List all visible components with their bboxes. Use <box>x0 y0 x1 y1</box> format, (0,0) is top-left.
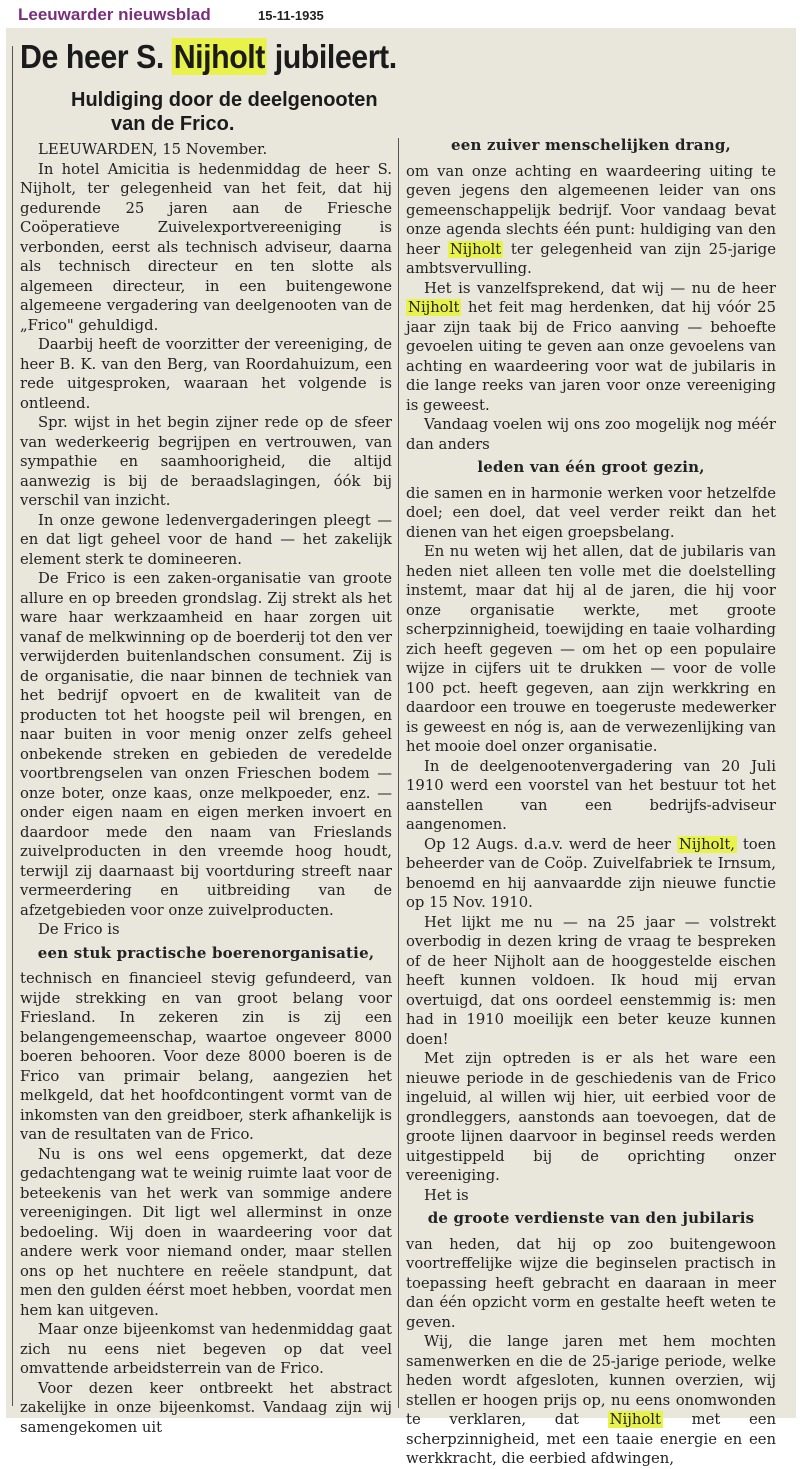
paragraph: De Frico is een zaken-organisatie van groote allure en op breeden grondslag. Zij strekt als het ware haar werkzaamheid en haar zorgen uit vanaf de melkwinning op de boerderij tot den ver verwijderden buitenlandschen consument. Zij is de organisatie, die naar binnen de techniek van het bedrijf opvoert en de kwaliteit van de producten tot het hoogste peil wil brengen, en naar buiten in voor menig onzer zelfs geheel onbekende streken en gebieden de veredelde voortbrengselen van onzen Frieschen bodem — onze boter, onze kaas, onze melkpoeder, enz. — onder eigen naam en eigen merken invoert en daardoor mede den naam van Frieslands zuivelproducten in den vreemde hoog houdt, terwijl zij daarnaast bij voortduring streeft naar vermeerdering en uitbreiding van de afzetgebieden voor onze zuivelproducten. <box>20 570 392 919</box>
paragraph: Voor dezen keer ontbreekt het abstract zakelijke in onze bijeenkomst. Vandaag zijn wij samengekomen uit <box>20 1379 392 1436</box>
paragraph: En nu weten wij het allen, dat de jubilaris van heden niet alleen ten volle met die doelstelling instemt, maar dat hij al de jaren, die hij voor onze organisatie werkte, met groote scherpzinnigheid, toewijding en taaie volharding zich heeft gegeven — om het op een populaire wijze in cijfers uit te drukken — voor de volle 100 pct. heeft gegeven, aan zijn werkkring en daardoor een trouwe en toegeruste medewerker is geweest en nóg is, aan de verwezenlijking van het mooie doel onzer organisatie. <box>406 543 776 755</box>
paragraph: Nu is ons wel eens opgemerkt, dat deze gedachtengang wat te weinig ruimte laat voor de beteekenis van het werk van sommige andere vereenigingen. Dit ligt wel allerminst in onze bedoeling. Wij doen in waardeering voor dat andere werk voor niemand onder, maar stellen ons op het nuchtere en reëele standpunt, dat men den gulden éérst moet hebben, voordat men hem kan uitgeven. <box>20 1145 392 1319</box>
highlighted-name: Nijholt <box>449 240 502 258</box>
paragraph: die samen en in harmonie werken voor hetzelfde doel; een doel, dat veel verder reikt dan het dienen van het eigen groepsbelang. <box>406 484 776 541</box>
highlighted-name: Nijholt <box>173 38 265 75</box>
paragraph: Maar onze bijeenkomst van hedenmiddag gaat zich nu eens niet begeven op dat veel omvattende arbeidsterrein van de Frico. <box>20 1321 392 1377</box>
paragraph <box>406 162 776 279</box>
publication-date: 15-11-1935 <box>258 8 324 23</box>
paragraph: Het lijkt me nu — na 25 jaar — volstrekt overbodig in dezen kring de vraag te bespreken of de heer Nijholt aan de hooggestelde eischen heeft kunnen voldoen. Ik houd mij ervan overtuigd, dat ons oordeel eenstemmig is: men had in 1910 moeilijk een beter keuze kunnen doen! <box>406 913 776 1048</box>
dateline: LEEUWARDEN, 15 November. <box>38 141 268 158</box>
article-subheading <box>71 88 401 136</box>
clipping-header <box>0 0 800 28</box>
paragraph: Vandaag voelen wij ons zoo mogelijk nog méér dan anders <box>406 416 776 453</box>
column-divider <box>398 138 399 1408</box>
text-run: toen beheerder van de Coöp. Zuivelfabriek te Irnsum, benoemd en hij aanvaardde zijn nieuwe functie op 15 Nov. 1910. <box>406 835 776 911</box>
subheading-line-2: van de Frico. <box>111 113 235 135</box>
paragraph: In onze gewone ledenvergaderingen pleegt — en dat ligt geheel voor de hand — het zakelijk element sterk te domineeren. <box>20 511 392 568</box>
paragraph: Spr. wijst in het begin zijner rede op de sfeer van wederkeerig begrijpen en vertrouwen, van sympathie en saamhoorigheid, die altijd aanwezig is bij de beraadslagingen, óók bij verschil van inzicht. <box>20 414 392 509</box>
text-run: ter gelegenheid van zijn 25-jarige ambtsvervulling. <box>406 240 776 277</box>
paragraph: De Frico is <box>38 921 120 938</box>
text-run: Het is vanzelfsprekend, dat wij — nu de heer <box>424 279 776 297</box>
paragraph <box>406 279 776 416</box>
text-run: het feit mag herdenken, dat hij vóór 25 jaar zijn taak bij de Frico aanving — behoefte gevoelen uiting te geven aan onze gevoelens van achting en waardeering voor wat de jubilaris in die lange reeks van jaren voor onze vereeniging is geweest. <box>406 299 776 414</box>
section-heading: leden van één groot gezin, <box>477 458 705 476</box>
headline-prefix: De heer S. <box>20 38 172 75</box>
highlighted-name: Nijholt, <box>678 835 735 853</box>
paragraph <box>406 1332 776 1469</box>
article-headline <box>20 38 397 76</box>
paragraph: Het is <box>424 1186 469 1204</box>
section-heading: een stuk practische boerenorganisatie, <box>37 943 375 962</box>
paragraph: Daarbij heeft de voorzitter der vereeniging, de heer B. K. van den Berg, van Roordahuizum, een rede uitgesproken, waaraan het volgende is ontleend. <box>20 336 392 412</box>
newspaper-title: Leeuwarder nieuwsblad <box>18 5 211 24</box>
text-run: Wij, die lange jaren met hem mochten samenwerken en die de 25-jarige periode, welke heden wordt afgesloten, kunnen overzien, wij stellen er hoogen prijs op, nu eens onomwonden te verklaren, dat <box>406 1333 776 1428</box>
paragraph: In hotel Amicitia is hedenmiddag de heer S. Nijholt, ter gelegenheid van het feit, dat hij gedurende 25 jaren aan de Friesche Coöperatieve Zuivelexportvereeniging is verbonden, eerst als technisch adviseur, daarna als technisch directeur en ten slotte als algemeen directeur, in een buitengewone algemeene vergadering van deelgenooten van de „Frico" gehuldigd. <box>20 160 392 334</box>
highlighted-name: Nijholt <box>408 299 460 316</box>
section-heading: de groote verdienste van den jubilaris <box>427 1209 755 1227</box>
text-run: met een scherpzinnigheid, met een taaie energie en een werkkracht, die eerbied afdwingen, <box>406 1411 777 1467</box>
headline-suffix: jubileert. <box>266 38 397 75</box>
article-column-2 <box>406 132 776 1469</box>
paragraph: van heden, dat hij op zoo buitengewoon voortreffelijke wijze die beginselen practisch in toepassing heeft gebracht en daaraan in meer dan één opzicht vorm en gestalte heeft weten te geven. <box>406 1235 776 1331</box>
text-run: om van onze achting en waardeering uiting te geven jegens den algemeenen leider van ons gemeenschappelijk bedrijf. Voor vandaag bevat onze agenda slechts één punt: huldiging van den heer <box>406 162 776 258</box>
paragraph: In de deelgenootenvergadering van 20 Juli 1910 werd een voorstel van het bestuur tot het aanstellen van een bedrijfs-adviseur aangenomen. <box>406 757 776 833</box>
left-column-rule <box>12 46 13 1406</box>
article-column-1 <box>20 140 392 1437</box>
highlighted-name: Nijholt <box>609 1411 661 1428</box>
paragraph <box>406 835 776 913</box>
newspaper-clipping <box>6 28 796 1467</box>
text-run: Op 12 Augs. d.a.v. werd de heer <box>424 835 677 853</box>
paragraph: technisch en financieel stevig gefundeerd, van wijde strekking en van groot belang voor Friesland. In zekeren zin is zij een belangengemeenschap, waartoe ongeveer 8000 boeren behooren. Voor deze 8000 boeren is de Frico van primair belang, aangezien het melkgeld, dat het hoofdcontingent vormt van de inkomsten van den greidboer, sterk afhankelijk is van de resultaten van de Frico. <box>20 970 392 1143</box>
paragraph: Met zijn optreden is er als het ware een nieuwe periode in de geschiedenis van de Frico ingeluid, al willen wij hier, uit eerbied voor de grondleggers, aanstonds aan toevoegen, dat de groote lijnen daarvoor in beginsel reeds werden uitgestippeld bij de oprichting onzer vereeniging. <box>406 1050 776 1184</box>
subheading-line-1: Huldiging door de deelgenooten <box>71 89 378 111</box>
section-heading: een zuiver menschelijken drang, <box>451 136 731 154</box>
